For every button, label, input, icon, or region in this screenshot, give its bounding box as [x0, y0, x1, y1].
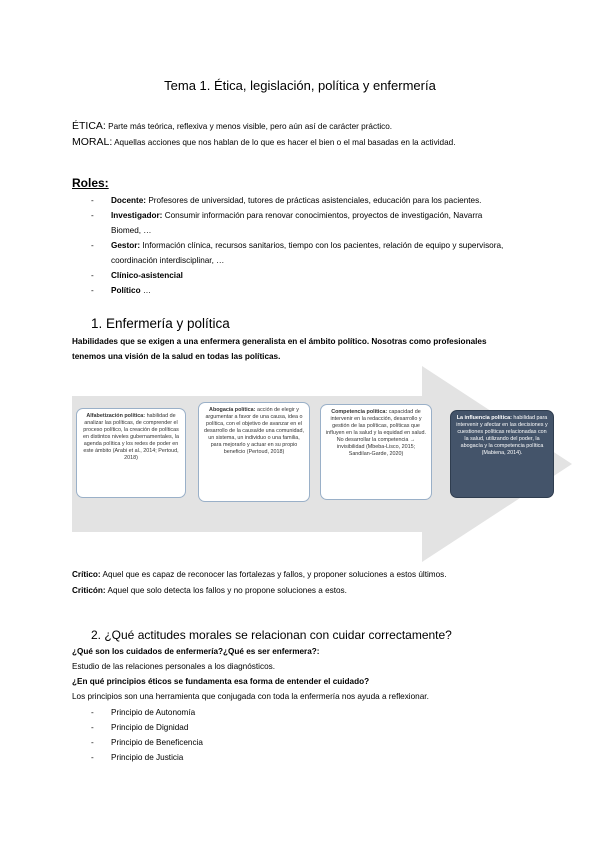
role-name: Investigador: — [111, 211, 163, 220]
section-heading-actitudes: 2. ¿Qué actitudes morales se relacionan con cuidar correctamente? — [91, 628, 452, 642]
list-item: - Principio de Justicia — [91, 750, 391, 765]
definition-text: Parte más teórica, reflexiva y menos visible, pero aún así de carácter práctico. — [108, 122, 393, 131]
definition-etica — [72, 120, 392, 132]
list-item: - Principio de Beneficencia — [91, 735, 391, 750]
list-item — [91, 268, 511, 283]
diagram-box-alfabetizacion — [76, 408, 186, 498]
answer-cuidados: Estudio de las relaciones personales a los diagnósticos. — [72, 662, 275, 671]
definition-label: MORAL: — [72, 136, 113, 148]
box-label: Abogacía política: — [209, 407, 256, 413]
box-text: capacidad de intervenir en la redacción, desarrollo y gestión de las políticas, políticas que influyen en la salud y la equidad en salud. No desarrollar la competencia → invisibilidad (Mbeba-Lisco, 2015; Sandilan-Garde, 2020) — [325, 409, 427, 457]
question-principios: ¿En qué principios éticos se fundamenta esa forma de entender el cuidado? — [72, 677, 370, 686]
definition-moral — [72, 136, 455, 148]
principles-list — [91, 705, 391, 765]
roles-heading: Roles: — [72, 176, 109, 190]
list-item — [91, 193, 511, 208]
answer-principios: Los principios son una herramienta que conjugada con toda la enfermería nos ayuda a reflexionar. — [72, 692, 429, 701]
diagram-box-abogacia — [198, 402, 310, 502]
question-cuidados: ¿Qué son los cuidados de enfermería?¿Qué es ser enfermera?: — [72, 647, 320, 656]
role-desc: … — [142, 286, 152, 295]
list-item — [91, 238, 511, 268]
definition-label: Crítico: — [72, 570, 101, 579]
role-name: Gestor: — [111, 241, 141, 250]
process-diagram — [72, 366, 576, 562]
list-item — [91, 208, 511, 238]
list-item: - Principio de Autonomía — [91, 705, 391, 720]
list-item: - Principio de Dignidad — [91, 720, 391, 735]
definition-text: Aquel que es capaz de reconocer las fortalezas y fallos, y proponer soluciones a estos últimos. — [102, 570, 447, 579]
definition-critico — [72, 570, 447, 579]
box-label: Alfabetización política: — [86, 413, 146, 419]
box-text: acción de elegir y argumentar a favor de una causa, idea o política, con el objetivo de avanzar en el desarrollo de la causa/de una comunidad, un sistema, un individuo o una familia, para mejorarlo y actuar en su propio beneficio (Pertoud, 2018) — [203, 407, 305, 455]
role-desc: Profesores de universidad, tutores de prácticas asistenciales, educación para los pacientes. — [148, 196, 482, 205]
page-title: Tema 1. Ética, legislación, política y enfermería — [164, 78, 436, 93]
definition-label: Criticón: — [72, 586, 106, 595]
definition-text: Aquellas acciones que nos hablan de lo que es hacer el bien o el mal basadas en la actividad. — [114, 138, 456, 147]
diagram-box-competencia — [320, 404, 432, 500]
box-text: habilidad de analizar las políticas, de comprender el proceso político, la creación de políticas en distintos niveles gubernamentales, la agenda política y los redes de poder en este ámbito (Arabi et al., 2014; Pertoud, 2018) — [83, 413, 179, 461]
diagram-box-influencia — [450, 410, 554, 498]
role-desc: Información clínica, recursos sanitarios, tiempo con los pacientes, relación de equipo y supervisora, coordinación interdisciplinar, … — [111, 241, 504, 265]
role-desc: Consumir información para renovar conocimientos, proyectos de investigación, Navarra Biomed, … — [111, 211, 483, 235]
definition-criticon — [72, 586, 347, 595]
definition-text: Aquel que solo detecta los fallos y no propone soluciones a estos. — [107, 586, 347, 595]
role-name: Político — [111, 286, 141, 295]
list-item — [91, 283, 511, 298]
box-label: La influencia política: — [456, 415, 512, 421]
roles-list — [91, 193, 511, 298]
section-intro: Habilidades que se exigen a una enfermera generalista en el ámbito político. Nosotras como profesionales tenemos una visión de la salud en todas las políticas. — [72, 337, 487, 361]
role-name: Docente: — [111, 196, 147, 205]
role-name: Clínico-asistencial — [111, 271, 183, 280]
section-heading-politica: 1. Enfermería y política — [91, 316, 230, 331]
definition-label: ÉTICA: — [72, 120, 106, 132]
box-text: habilidad para intervenir y afectar en las decisiones y cuestiones políticas relacionadas con la salud, utilizando del poder, la abogacía y la competencia política (Mabiena, 2014). — [456, 415, 548, 456]
box-label: Competencia política: — [331, 409, 388, 415]
